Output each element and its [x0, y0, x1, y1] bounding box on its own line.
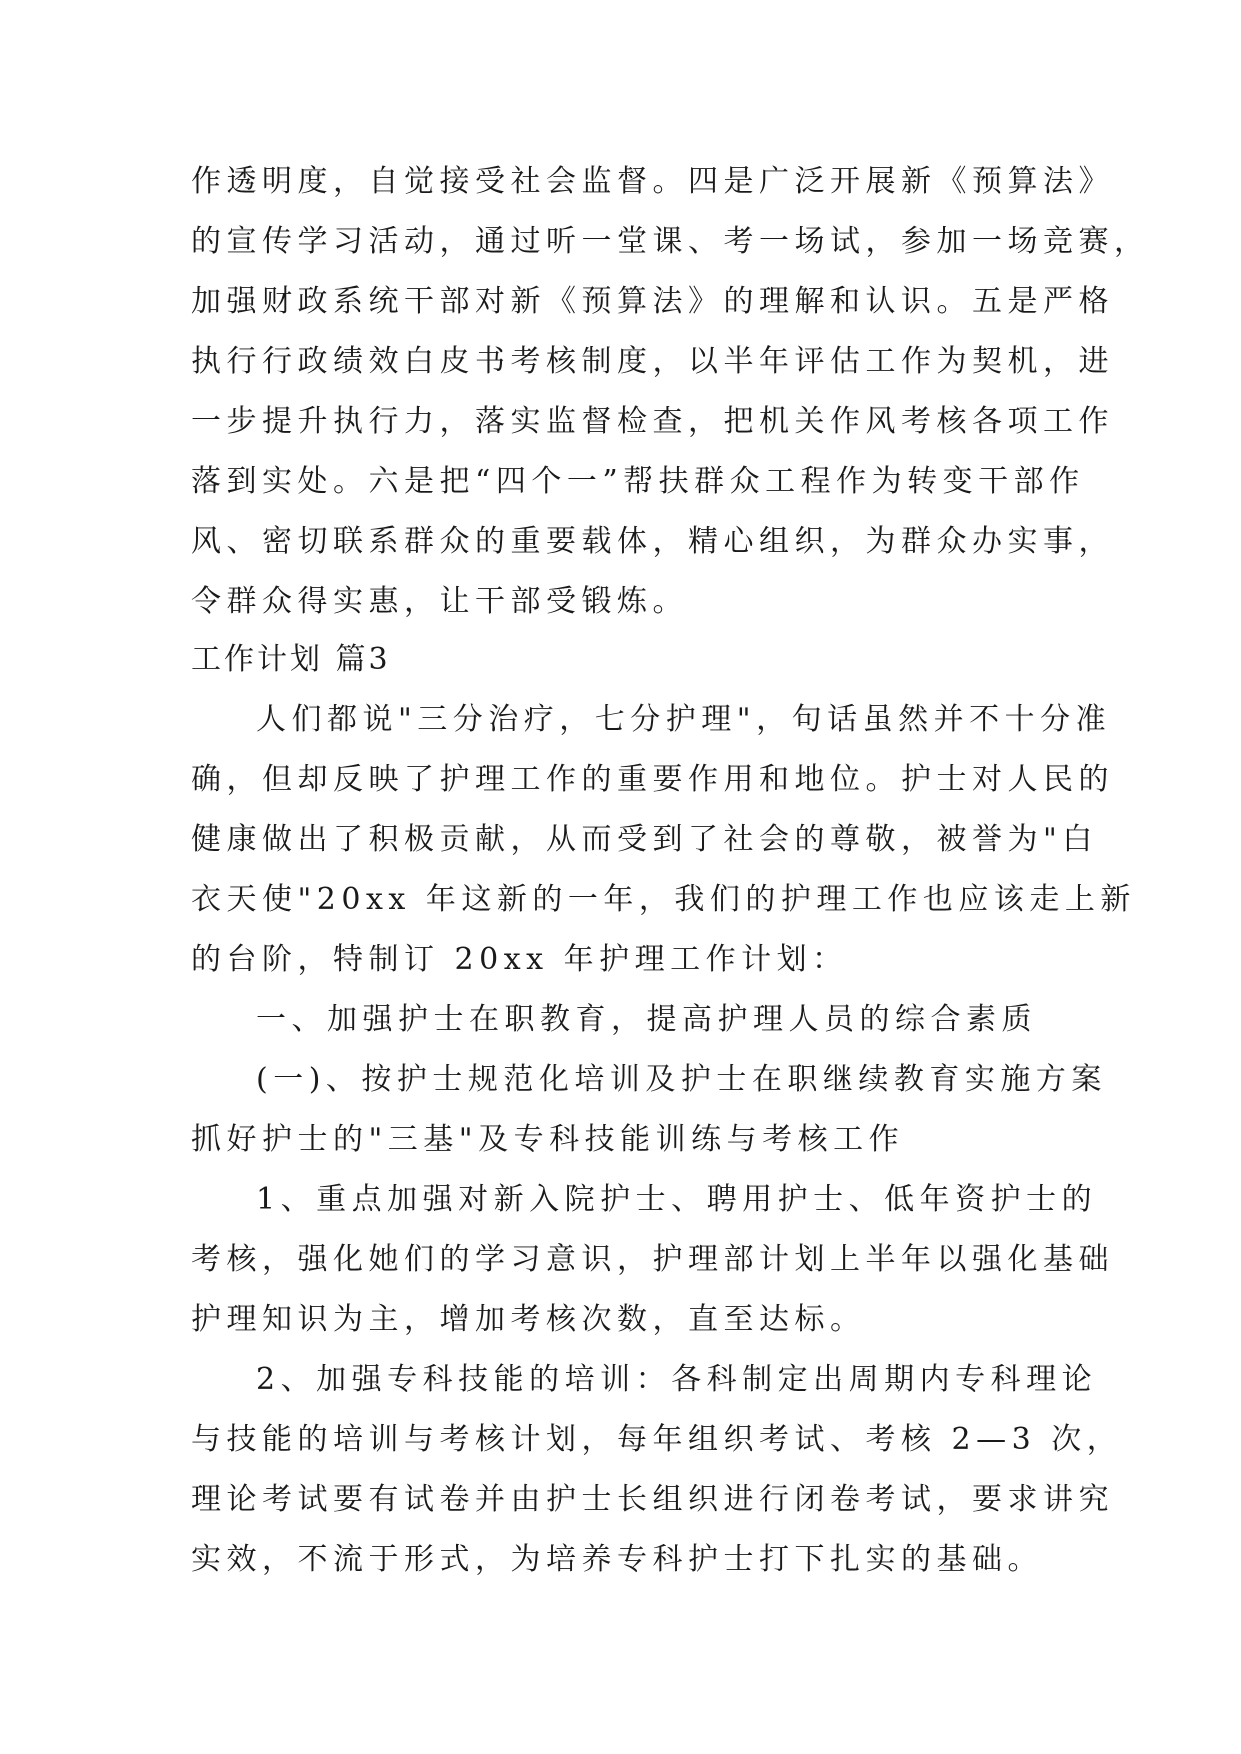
text-line: 护理知识为主，增加考核次数，直至达标。 [191, 1302, 866, 1337]
text-line: 作透明度，自觉接受社会监督。四是广泛开展新《预算法》 [191, 164, 1114, 199]
text-line: 风、密切联系群众的重要载体，精心组织，为群众办实事， [191, 524, 1114, 559]
text-line: 实效，不流于形式，为培养专科护士打下扎实的基础。 [191, 1542, 1043, 1577]
text-line: 衣天使"20xx 年这新的一年，我们的护理工作也应该走上新 [191, 882, 1136, 917]
text-line: 抓好护士的"三基"及专科技能训练与考核工作 [191, 1122, 905, 1157]
text-line: 健康做出了积极贡献，从而受到了社会的尊敬，被誉为"白 [191, 822, 1098, 857]
text-line: 的宣传学习活动，通过听一堂课、考一场试，参加一场竞赛， [191, 224, 1150, 259]
text-line: 落到实处。六是把“四个一”帮扶群众工程作为转变干部作 [191, 464, 1085, 499]
paragraph-first-line: (一)、按护士规范化培训及护士在职继续教育实施方案 [256, 1062, 1107, 1097]
text-line: 考核，强化她们的学习意识，护理部计划上半年以强化基础 [191, 1242, 1114, 1277]
paragraph-first-line: 1、重点加强对新入院护士、聘用护士、低年资护士的 [256, 1182, 1098, 1217]
text-line: 与技能的培训与考核计划，每年组织考试、考核 2—3 次， [191, 1422, 1123, 1457]
text-line: 加强财政系统干部对新《预算法》的理解和认识。五是严格 [191, 284, 1114, 319]
text-line: 的台阶，特制订 20xx 年护理工作计划： [191, 942, 848, 977]
text-line: 执行行政绩效白皮书考核制度，以半年评估工作为契机，进 [191, 344, 1114, 379]
text-line: 确，但却反映了护理工作的重要作用和地位。护士对人民的 [191, 762, 1114, 797]
paragraph-first-line: 人们都说"三分治疗，七分护理"，句话虽然并不十分准 [256, 702, 1112, 737]
section-heading: 工作计划 篇3 [191, 642, 391, 677]
text-line: 令群众得实惠，让干部受锻炼。 [191, 584, 688, 619]
text-line: 一步提升执行力，落实监督检查，把机关作风考核各项工作 [191, 404, 1114, 439]
subheading: 一、加强护士在职教育，提高护理人员的综合素质 [256, 1002, 1037, 1037]
text-line: 理论考试要有试卷并由护士长组织进行闭卷考试，要求讲究 [191, 1482, 1114, 1517]
paragraph-first-line: 2、加强专科技能的培训：各科制定出周期内专科理论 [256, 1362, 1098, 1397]
